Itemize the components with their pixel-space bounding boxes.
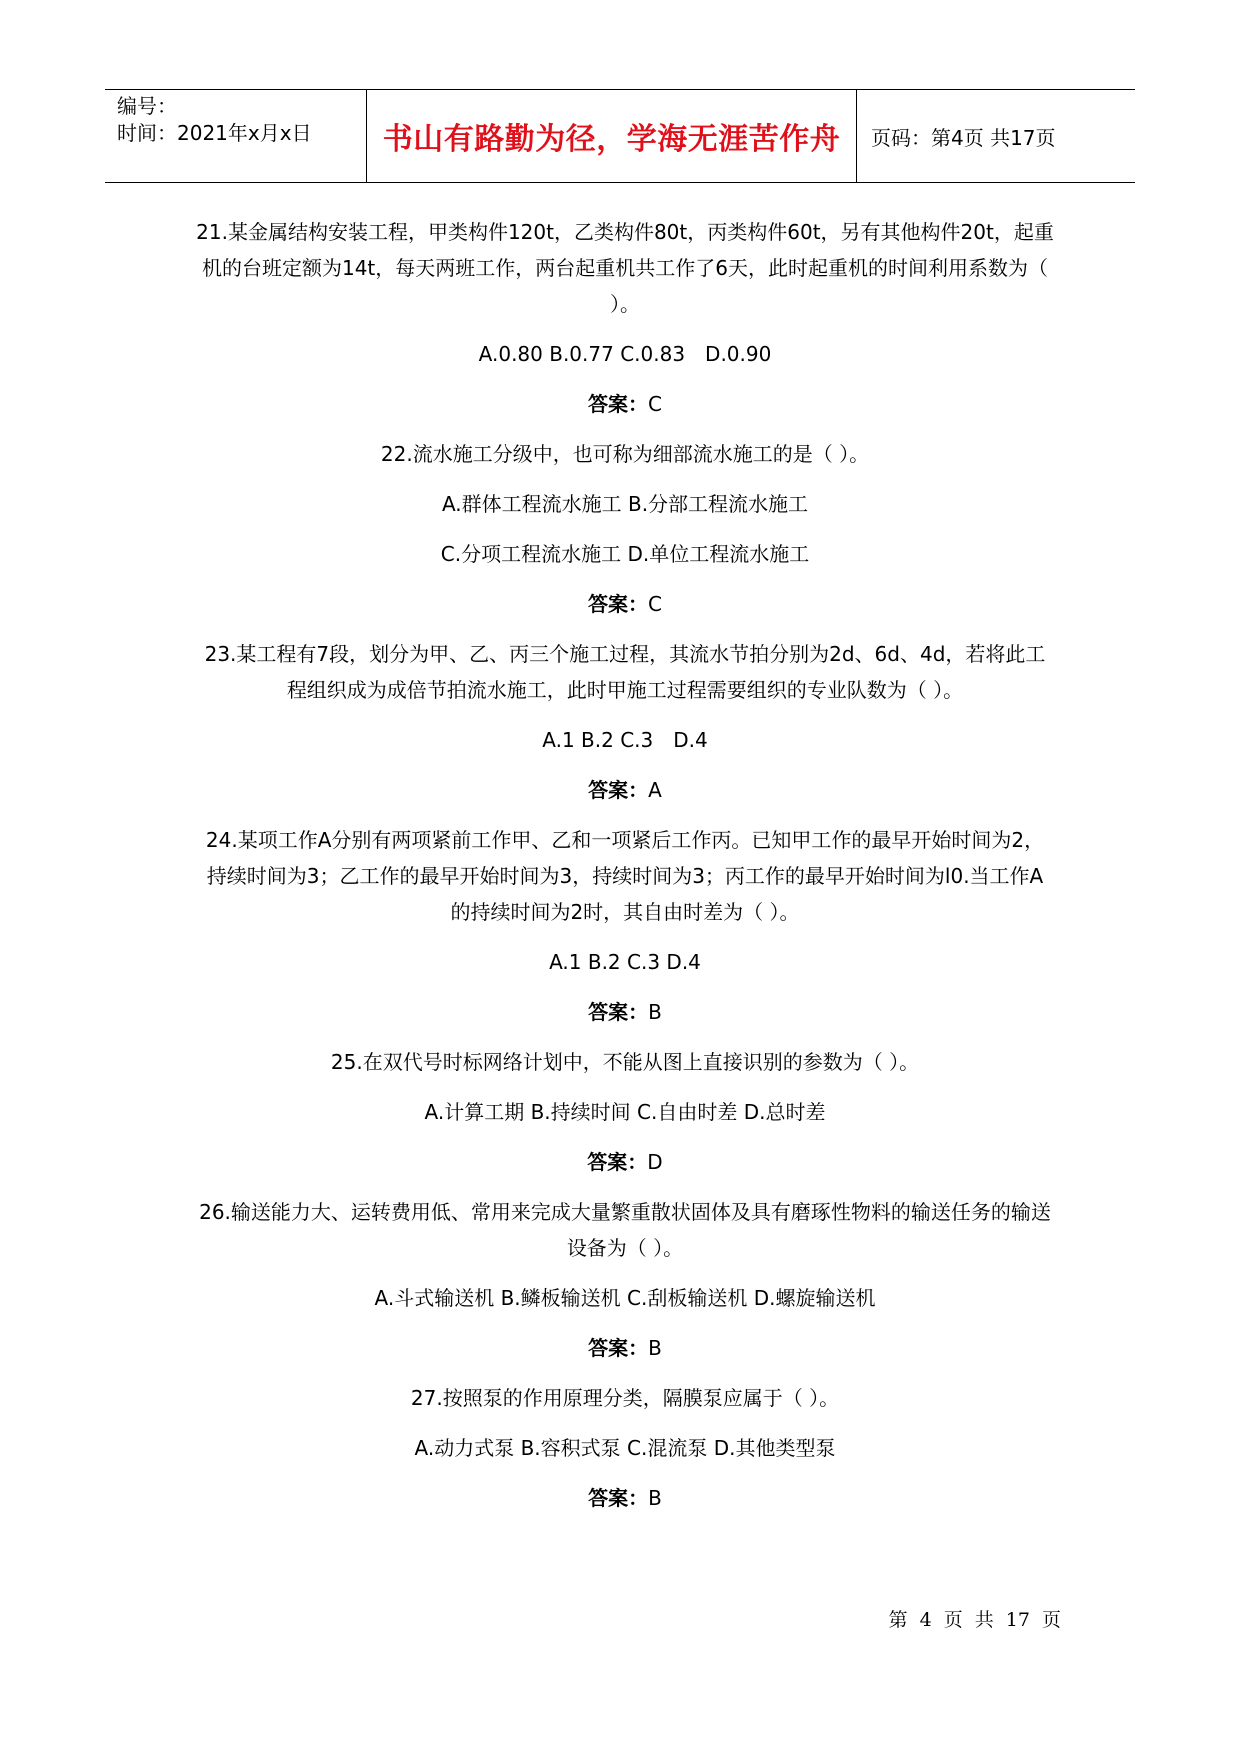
answer-line (190, 386, 1060, 422)
question-options: A.斗式输送机 B.鳞板输送机 C.刮板输送机 D.螺旋输送机 (374, 1286, 876, 1310)
header-meta (105, 90, 367, 182)
question-list (190, 214, 1060, 1516)
answer-line (190, 772, 1060, 808)
answer-label: 答案： (588, 1486, 649, 1510)
question-options: A.群体工程流水施工 B.分部工程流水施工 (441, 492, 809, 516)
question-stem: 26.输送能力大、运转费用低、常用来完成大量繁重散状固体及具有磨琢性物料的输送任务的输送设备为（ ）。 (199, 1200, 1051, 1260)
question-options: A.1 B.2 C.3 D.4 (542, 728, 708, 752)
question-stem: 24.某项工作A分别有两项紧前工作甲、乙和一项紧后工作丙。已知甲工作的最早开始时间为2，持续时间为3；乙工作的最早开始时间为3，持续时间为3；丙工作的最早开始时间为l0.当工作A的持续时间为2时，其自由时差为（ ）。 (205, 828, 1045, 924)
answer-line (190, 1144, 1060, 1180)
answer-value: B (648, 1000, 662, 1024)
question-options: A.0.80 B.0.77 C.0.83 D.0.90 (478, 342, 772, 366)
question-stem: 23.某工程有7段，划分为甲、乙、丙三个施工过程，其流水节拍分别为2d、6d、4d，若将此工程组织成为成倍节拍流水施工，此时甲施工过程需要组织的专业队数为（ ）。 (204, 642, 1046, 702)
answer-line (190, 1330, 1060, 1366)
answer-label: 答案： (588, 1000, 649, 1024)
answer-label: 答案： (588, 392, 649, 416)
answer-label: 答案： (588, 778, 649, 802)
answer-value: A (648, 778, 662, 802)
answer-label: 答案： (588, 1336, 649, 1360)
answer-value: B (648, 1486, 662, 1510)
time-label: 时间：2021年x月x日 (117, 121, 312, 145)
question-stem: 22.流水施工分级中，也可称为细部流水施工的是（ ）。 (380, 442, 870, 466)
question-stem: 21.某金属结构安装工程，甲类构件120t，乙类构件80t，丙类构件60t，另有其他构件20t，起重机的台班定额为14t，每天两班工作，两台起重机共工作了6天，此时起重机的时间利用系数为（ ）。 (196, 220, 1054, 316)
answer-value: C (648, 392, 662, 416)
question-stem: 27.按照泵的作用原理分类，隔膜泵应属于（ ）。 (410, 1386, 840, 1410)
page-header (105, 89, 1135, 183)
question-options: C.分项工程流水施工 D.单位工程流水施工 (440, 542, 810, 566)
answer-value: D (647, 1150, 663, 1174)
question-options: A.计算工期 B.持续时间 C.自由时差 D.总时差 (424, 1100, 826, 1124)
answer-label: 答案： (588, 592, 649, 616)
page-number-label: 页码：第4页 共17页 (871, 125, 1056, 150)
question-stem: 25.在双代号时标网络计划中，不能从图上直接识别的参数为（ ）。 (330, 1050, 920, 1074)
serial-label: 编号： (117, 94, 177, 118)
page-footer: 第 4 页 共 17 页 (888, 1609, 1061, 1631)
answer-value: B (648, 1336, 662, 1360)
answer-line (190, 994, 1060, 1030)
motto-text: 书山有路勤为径，学海无涯苦作舟 (382, 122, 841, 157)
header-motto-cell (367, 90, 857, 182)
question-options: A.1 B.2 C.3 D.4 (549, 950, 701, 974)
answer-label: 答案： (587, 1150, 648, 1174)
answer-line (190, 586, 1060, 622)
question-options: A.动力式泵 B.容积式泵 C.混流泵 D.其他类型泵 (414, 1436, 836, 1460)
answer-line (190, 1480, 1060, 1516)
header-page-cell (857, 90, 1135, 182)
answer-value: C (648, 592, 662, 616)
